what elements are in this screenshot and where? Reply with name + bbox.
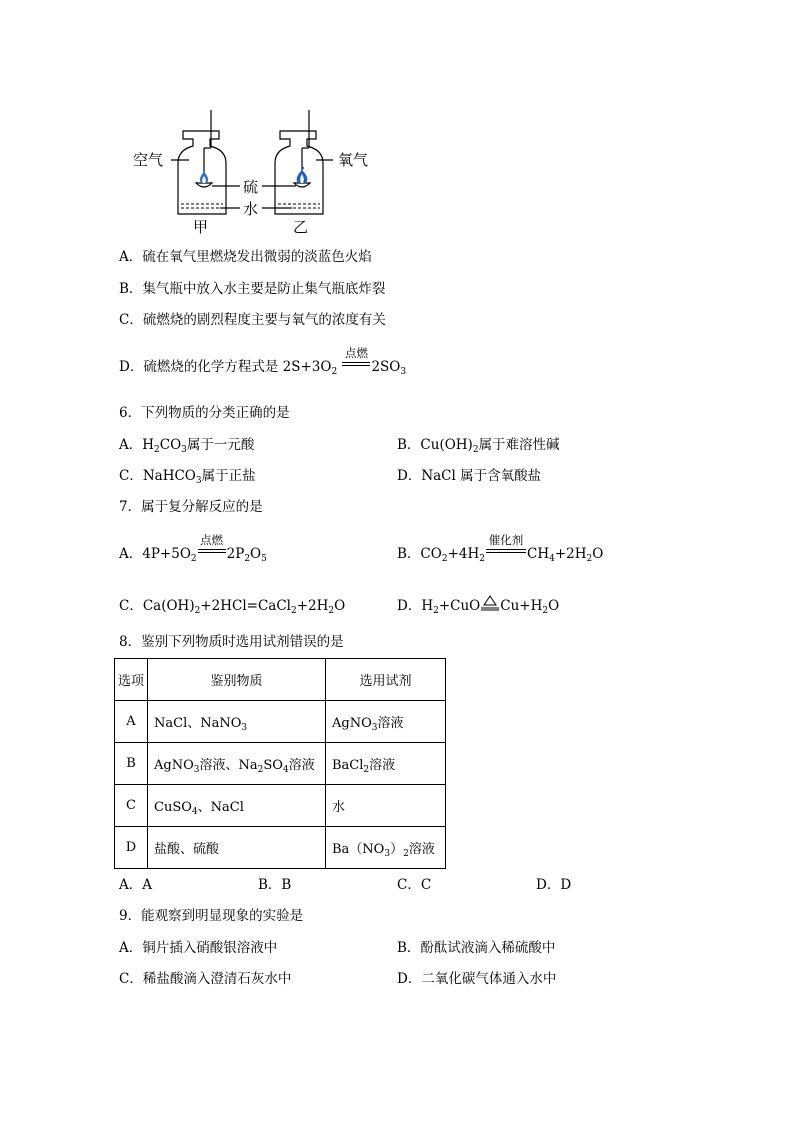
row-substances: AgNO$_3$溶液、$Na_2SO_4$溶液 xyxy=(148,743,326,785)
header-substances: 鉴别物质 xyxy=(148,659,326,701)
bottle-jia xyxy=(178,131,226,214)
q6-option-d: D．NaCl 属于含氧酸盐 xyxy=(397,468,542,484)
q7-b-condition: 催化剂 xyxy=(488,533,524,547)
label-yi: 乙 xyxy=(293,218,309,236)
q5-option-c: C．硫燃烧的剧烈程度主要与氧气的浓度有关 xyxy=(119,312,386,328)
label-air: 空气 xyxy=(133,151,164,169)
row-reagent: 水 xyxy=(326,785,446,827)
row-option: B xyxy=(115,743,148,785)
q6-option-a: A．$H_2CO_3$属于一元酸 xyxy=(119,437,255,455)
q8-choice-d: D．D xyxy=(536,877,572,893)
q8-choice-a: A．A xyxy=(119,877,152,893)
row-reagent: $Ba(NO_3)_2$溶液 xyxy=(326,827,446,869)
q8-choice-b: B．B xyxy=(258,877,292,893)
q9-title: 9．能观察到明显现象的实验是 xyxy=(119,908,304,924)
q6-option-b: B．$Cu(OH)_2$属于难溶性碱 xyxy=(397,437,560,455)
label-jia: 甲 xyxy=(193,218,209,236)
row-reagent: BaCl$_2$溶液 xyxy=(326,743,446,785)
q5-option-b: B．集气瓶中放入水主要是防止集气瓶底炸裂 xyxy=(119,281,386,297)
q5-d-condition: 点燃 xyxy=(344,346,368,360)
q5-option-d: D．硫燃烧的化学方程式是 $2S+3O_2$ 点燃 $2SO_3$ xyxy=(119,346,407,377)
q7-title: 7．属于复分解反应的是 xyxy=(119,499,263,515)
q7-option-d: D．$H_2+CuO$ $Cu+H_2O$ xyxy=(397,598,560,616)
q9-option-c: C．稀盐酸滴入澄清石灰水中 xyxy=(119,971,292,987)
table-row xyxy=(115,701,446,743)
header-option: 选项 xyxy=(115,659,148,701)
q6-title: 6．下列物质的分类正确的是 xyxy=(119,405,290,421)
label-water: 水 xyxy=(243,200,259,218)
header-reagent: 选用试剂 xyxy=(326,659,446,701)
row-option: A xyxy=(115,701,148,743)
row-substances: 盐酸、硫酸 xyxy=(148,827,326,869)
heat-triangle-icon xyxy=(480,597,500,615)
label-sulfur: 硫 xyxy=(243,178,259,196)
row-substances: CuSO$_4$、NaCl xyxy=(148,785,326,827)
q8-table xyxy=(114,658,446,869)
table-row xyxy=(115,827,446,869)
q9-option-d: D．二氧化碳气体通入水中 xyxy=(397,971,557,987)
table-row xyxy=(115,785,446,827)
bottle-yi xyxy=(275,131,323,214)
label-oxygen: 氧气 xyxy=(338,151,369,169)
q6-option-c: C．NaHCO$_3$属于正盐 xyxy=(119,468,256,486)
table-header-row xyxy=(115,659,446,701)
q7-a-condition: 点燃 xyxy=(200,533,224,547)
q7-option-a: A．$4P+5O_2$ 点燃 $2P_2O_5$ xyxy=(119,533,267,564)
q9-option-b: B．酚酞试液滴入稀硫酸中 xyxy=(397,940,556,956)
row-option: C xyxy=(115,785,148,827)
q7-option-b: B．$CO_2+4H_2$ 催化剂 $CH_4+2H_2O$ xyxy=(397,533,604,564)
row-reagent: AgNO$_3$溶液 xyxy=(326,701,446,743)
table-row xyxy=(115,743,446,785)
row-option: D xyxy=(115,827,148,869)
q5-option-a: A．硫在氧气里燃烧发出微弱的淡蓝色火焰 xyxy=(119,249,372,265)
q8-choice-c: C．C xyxy=(397,877,432,893)
q9-option-a: A．铜片插入硝酸银溶液中 xyxy=(119,940,278,956)
q7-option-c: C．$Ca(OH)_2+2HCl=CaCl_2+2H_2O$ xyxy=(119,598,346,616)
row-substances: NaCl、NaNO$_3$ xyxy=(148,701,326,743)
q8-title: 8．鉴别下列物质时选用试剂错误的是 xyxy=(119,634,344,650)
sulfur-combustion-figure xyxy=(0,0,794,240)
